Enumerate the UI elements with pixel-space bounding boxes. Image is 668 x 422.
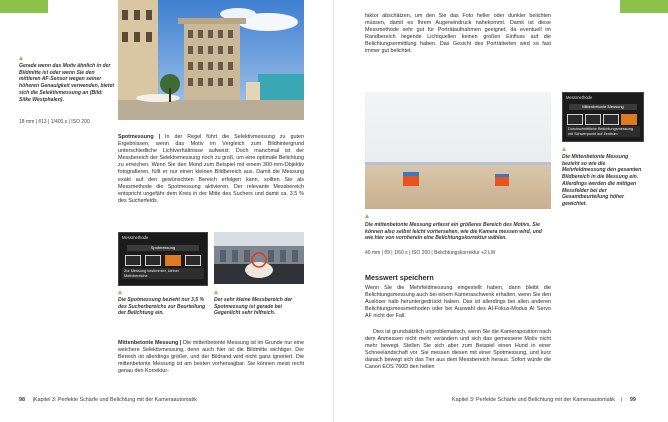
partial-metering-icon — [145, 255, 161, 266]
beach-photo-meta: 40 mm | f/9 | 1/60 s | ISO 200 | Belichtungskorrektur +2 LW — [365, 250, 496, 256]
beach-photo — [365, 92, 551, 209]
top-photo-meta: 18 mm | f/13 | 1/400 s | ISO 200 — [19, 119, 90, 125]
spot-paragraph — [118, 134, 304, 205]
side-caption: Die Mittenbetonte Messung bezieht so wie die Mehrfeldmessung den gesamten Bildbereich in die Messung ein. Allerdings werden die mittigen Messfelder bei der Gesamtbeurteilung höher gewichtet. — [562, 154, 642, 207]
spot-text: In der Regel führt die Selektivmessung zu guten Ergebnissen, wenn das Motiv im Vergleich zum Bildhintergrund unterschiedliche Lichtverhältnisse aufweist. Doch manchmal ist der Messbereich der Selektivmessung noch zu groß, um eine optimale Belichtung zu erreichen. Wenn Sie den Mond zum Beispiel mit einem 300-mm-Objektiv fotografieren, füllt er nur einen kleinen Bildbereich aus. Damit die Messung exakt auf den gewünschten Bereich erfolgen kann, sollten Sie als Messmethode die Spotmessung aktivieren. Der relevante Messbereich entspricht ungefähr dem Kreis in der Mitte des Suchers und damit ca. 3,5 % des Sucherfelds. — [118, 134, 304, 204]
caption-marker-icon — [19, 56, 23, 60]
top-caption: Gerade wenn das Motiv ähnlich in der Bildmitte ist oder wenn Sie den mittleren AF-Sensor wegen seiner höheren Genauigkeit verwenden, bietet sich die Selektivmessung an (Bild: Silke Westphalen). — [19, 63, 115, 103]
left-page-number: 98 — [19, 397, 25, 403]
caption-backlit: Der sehr kleine Messbereich der Spotmessung ist gerade bei Gegenlicht sehr hilfreich. — [214, 297, 293, 317]
panel-selected-mode: Spotmessung — [127, 245, 199, 251]
spot-metering-icon — [165, 255, 181, 266]
right-tab-marker — [620, 0, 668, 13]
panel-big-title: Messmethode — [566, 95, 593, 100]
right-running-footer: Kapitel 3: Perfekte Schärfe und Belichtung mit der Kameraautomatik — [452, 397, 616, 403]
left-running-footer: Kapitel 3: Perfekte Schärfe und Belichtung mit der Kameraautomatik — [33, 397, 197, 403]
left-footer: 98 |Kapitel 3: Perfekte Schärfe und Belichtung mit der Kameraautomatik — [19, 397, 197, 403]
backlit-photo — [214, 232, 304, 284]
right-page-number: 99 — [629, 397, 636, 403]
street-photo — [118, 0, 304, 120]
panel-help-text: Zur Messung bestimmter, kleiner Motivbereiche — [122, 268, 204, 279]
section-paragraph-2: Dies ist grundsätzlich unproblematisch, wenn Sie die Kameraposition nach dem Anmessen nicht mehr verändern und sich das gemessene Motiv nicht mehr bewegt. Stellen Sie sich aber zum Beispiel einen Hund in einer Schneelandschaft vor. Sie messen diesen mit einer Spotmessung, und kurz danach bewegt sich das Tier aus dem Messbereich heraus. Sofort würde die Canon EOS 760D den hellen — [365, 329, 551, 371]
caption-spot-menu: Die Spotmessung bezieht nur 3,5 % des Sucherbereichs zur Beurteilung der Belichtung ein. — [118, 297, 206, 317]
panel-title: Messmethode — [122, 235, 149, 240]
intro-paragraph: faktor abschätzen, um den Sie das Foto heller oder dunkler belichten müssen, damit es Ihrem Augeneindruck nahekommt. Damit ist diese Messmethode sehr gut für Porträtaufnahmen geeignet, da eventuell im Randbereich liegende Lichtquellen keinen großen Einfluss auf die Belichtungsermittlung haben. Das Gesicht des Porträtierten wird so fast immer gut belichtet. — [365, 13, 551, 55]
spot-metering-icon — [603, 114, 619, 125]
center-weighted-icon — [185, 255, 201, 266]
partial-metering-icon — [585, 114, 601, 125]
panel-big-selected-mode: Mittenbetonte Messung — [569, 104, 637, 110]
side-caption-marker-icon — [562, 147, 566, 151]
evaluative-metering-icon — [125, 255, 141, 266]
evaluative-metering-icon — [567, 114, 583, 125]
right-page — [334, 0, 668, 422]
center-menu-panel — [562, 92, 644, 142]
right-footer: Kapitel 3: Perfekte Schärfe und Belichtung mit der Kameraautomatik | 99 — [452, 397, 636, 403]
panel-big-help-text: Durchschnittliche Belichtungsmessung mit Schwerpunkt auf Zentrum — [566, 126, 640, 137]
center-paragraph — [118, 340, 304, 375]
beach-caption: Die mittenbetonte Messung erfasst ein größeres Bereich des Motivs. Sie können also selbst leicht vorhersehen, wie die Kamera messen wird, und wie hier von vornherein eine Belichtungskorrektur wählen. — [365, 222, 542, 242]
spot-menu-panel — [118, 232, 208, 286]
spot-heading: Spotmessung | — [118, 134, 161, 140]
center-weighted-icon — [621, 114, 637, 125]
section-title: Messwert speichern — [365, 273, 434, 282]
left-tab-marker — [0, 0, 48, 13]
caption-a-marker-icon — [118, 290, 122, 294]
section-paragraph-1: Wenn Sie die Mehrfeldmessung eingestellt haben, dann bleibt die Belichtungsmessung auch bei einem Kameraschwenk erhalten, wenn Sie den Auslöser halb heruntergedrückt haben. Das ist allerdings bei allen anderen Belichtungsmessmethoden oder bei Auswahl des AI-Fokus-Modus AI Servo AF nicht der Fall. — [365, 285, 551, 320]
beach-caption-marker-icon — [365, 214, 369, 218]
center-heading: Mittenbetonte Messung | — [118, 340, 182, 346]
caption-b-marker-icon — [214, 290, 218, 294]
center-text: Die mittenbetonte Messung ist im Grunde nur eine weichere Selektivmessung, denn auch hier ist die Bildmitte wichtiger. Der Bereich ist allerdings größer, und der Bildrand wird nicht ganz ignoriert. Die mittenbetonte Messung ist am besten vorhersagbar. Sie können meist recht genau den Korrektur- — [118, 340, 304, 375]
